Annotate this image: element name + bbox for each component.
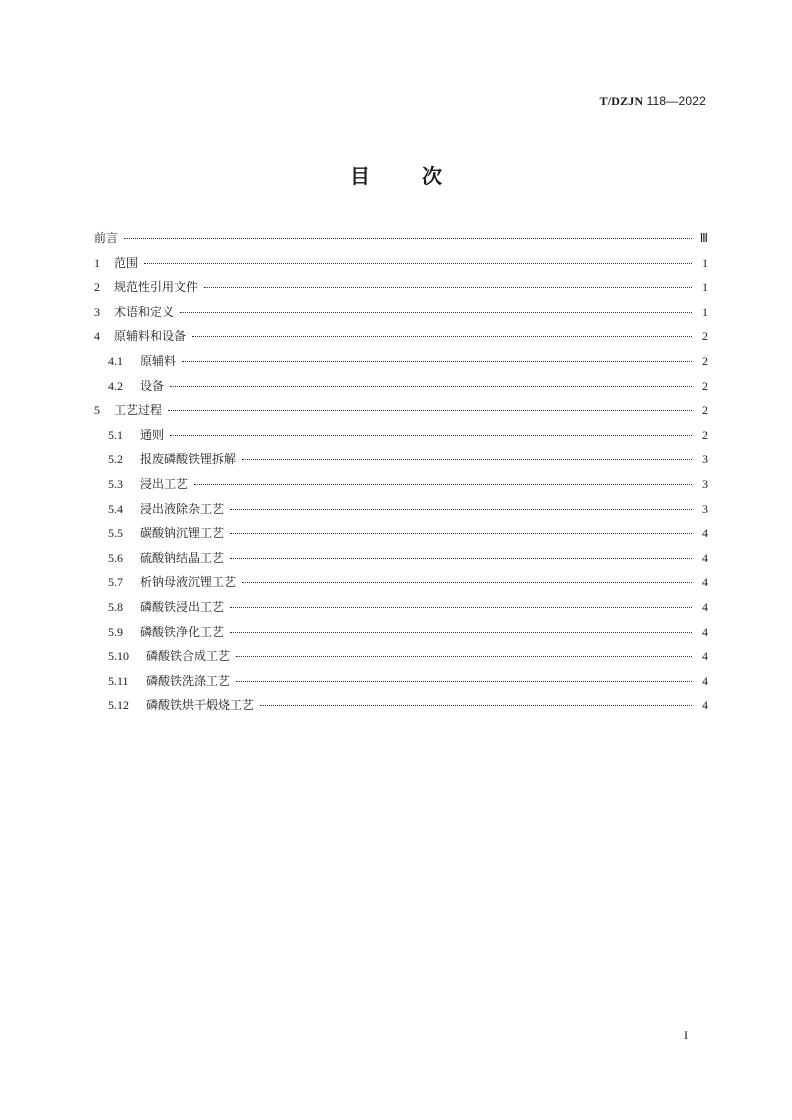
toc-entry-label: 原辅料和设备: [114, 329, 187, 344]
toc-leader-dots: [230, 607, 692, 608]
toc-leader-dots: [242, 459, 692, 460]
toc-entry[interactable]: [94, 226, 708, 251]
toc-leader-dots: [260, 705, 692, 706]
toc-leader-dots: [236, 656, 692, 657]
toc-entry-number: 5.2: [108, 452, 123, 467]
toc-entry-number: 2: [94, 280, 100, 295]
toc-entry[interactable]: [94, 620, 708, 645]
toc-entry[interactable]: [94, 693, 708, 718]
toc-entry[interactable]: [94, 251, 708, 276]
toc-entry-number: 5.3: [108, 476, 123, 491]
toc-entry-label: 浸出工艺: [140, 476, 189, 491]
toc-entry-number: 5.7: [108, 575, 123, 590]
toc-entry-page: 3: [702, 452, 708, 467]
standard-number: 118—2022: [646, 94, 706, 108]
toc-entry[interactable]: [94, 300, 708, 325]
toc-entry-label: 浸出液除杂工艺: [140, 501, 225, 516]
toc-entry[interactable]: [94, 447, 708, 472]
toc-entry-number: 4.2: [108, 378, 123, 393]
toc-leader-dots: [144, 263, 692, 264]
toc-entry[interactable]: [94, 521, 708, 546]
toc-entry-page: 1: [702, 280, 708, 295]
toc-leader-dots: [170, 435, 692, 436]
toc-entry-number: 5.5: [108, 526, 123, 541]
toc-entry[interactable]: [94, 374, 708, 399]
toc-entry[interactable]: [94, 349, 708, 374]
toc-entry-number: 3: [94, 304, 100, 319]
toc-entry-page: 3: [702, 501, 708, 516]
toc-entry-label: 硫酸钠结晶工艺: [140, 550, 225, 565]
toc-entry[interactable]: [94, 644, 708, 669]
toc-entry[interactable]: [94, 275, 708, 300]
toc-entry-page: 2: [702, 353, 708, 368]
toc-leader-dots: [170, 386, 692, 387]
toc-entry-number: 4: [94, 329, 100, 344]
toc-entry-label: 范围: [114, 255, 139, 270]
toc-entry-page: 2: [702, 329, 708, 344]
title-part-2: 次: [422, 164, 442, 188]
toc-entry-number: 5.8: [108, 599, 123, 614]
toc-entry-number: 5.12: [108, 698, 129, 713]
toc-entry[interactable]: [94, 570, 708, 595]
toc-entry-page: 4: [702, 526, 708, 541]
toc-entry-page: 4: [702, 575, 708, 590]
toc-entry[interactable]: [94, 324, 708, 349]
toc-entry-page: 4: [702, 550, 708, 565]
toc-entry-page: 1: [702, 255, 708, 270]
toc-entry-label: 磷酸铁烘干煅烧工艺: [146, 698, 255, 713]
toc-entry-label: 通则: [140, 427, 165, 442]
toc-entry-page: 4: [702, 624, 708, 639]
toc-entry-label: 磷酸铁合成工艺: [146, 649, 231, 664]
toc-entry-label: 工艺过程: [114, 403, 163, 418]
toc-entry-label: 前言: [94, 231, 119, 245]
footer-page-number: I: [684, 1028, 688, 1042]
toc-leader-dots: [242, 582, 692, 583]
toc-leader-dots: [192, 336, 692, 337]
toc-entry-label: 磷酸铁洗涤工艺: [146, 673, 231, 688]
toc-entry-number: 1: [94, 255, 100, 270]
standard-code: T/DZJN: [599, 94, 644, 108]
toc-leader-dots: [182, 361, 692, 362]
toc-entry[interactable]: [94, 669, 708, 694]
toc-entry-number: 5.6: [108, 550, 123, 565]
toc-leader-dots: [180, 312, 692, 313]
toc-entry-label: 规范性引用文件: [114, 280, 199, 295]
toc-entry-number: 5.1: [108, 427, 123, 442]
toc-leader-dots: [230, 558, 692, 559]
toc-entry-page: 4: [702, 649, 708, 664]
toc-entry-page: 2: [702, 403, 708, 418]
toc-entry-label: 设备: [140, 378, 165, 393]
title-part-1: 目: [350, 164, 370, 188]
toc-leader-dots: [230, 533, 692, 534]
toc-leader-dots: [236, 681, 692, 682]
toc-entry-page: 1: [702, 304, 708, 319]
toc-leader-dots: [168, 410, 692, 411]
toc-entry[interactable]: [94, 546, 708, 571]
toc-entry-number: 5.11: [108, 673, 129, 688]
toc-entry-number: 5: [94, 403, 100, 418]
toc-leader-dots: [230, 632, 692, 633]
toc-entry-label: 原辅料: [140, 353, 177, 368]
page-title: [0, 160, 792, 189]
document-code: [599, 94, 706, 109]
toc-entry-label: 磷酸铁浸出工艺: [140, 599, 225, 614]
toc-entry[interactable]: [94, 472, 708, 497]
toc-entry-page: 3: [702, 476, 708, 491]
toc-entry-number: 5.10: [108, 649, 129, 664]
toc-leader-dots: [230, 509, 692, 510]
toc-entry-label: 磷酸铁净化工艺: [140, 624, 225, 639]
toc-entry-page: Ⅲ: [699, 231, 708, 245]
toc-leader-dots: [124, 238, 692, 239]
toc-entry-page: 4: [702, 673, 708, 688]
toc-entry-number: 5.4: [108, 501, 123, 516]
toc-entry-label: 术语和定义: [114, 304, 175, 319]
toc-leader-dots: [194, 484, 692, 485]
toc-entry-number: 5.9: [108, 624, 123, 639]
toc-entry[interactable]: [94, 398, 708, 423]
toc-leader-dots: [204, 287, 692, 288]
toc-entry-page: 4: [702, 599, 708, 614]
toc-entry[interactable]: [94, 595, 708, 620]
toc-entry-page: 2: [702, 427, 708, 442]
toc-entry-page: 4: [702, 698, 708, 713]
toc-entry-label: 碳酸钠沉锂工艺: [140, 526, 225, 541]
toc-entry[interactable]: [94, 497, 708, 522]
toc-entry[interactable]: [94, 423, 708, 448]
toc-entry-number: 4.1: [108, 353, 123, 368]
table-of-contents: [94, 226, 708, 718]
toc-entry-label: 析钠母液沉锂工艺: [140, 575, 237, 590]
toc-entry-label: 报废磷酸铁锂拆解: [140, 452, 237, 467]
toc-entry-page: 2: [702, 378, 708, 393]
